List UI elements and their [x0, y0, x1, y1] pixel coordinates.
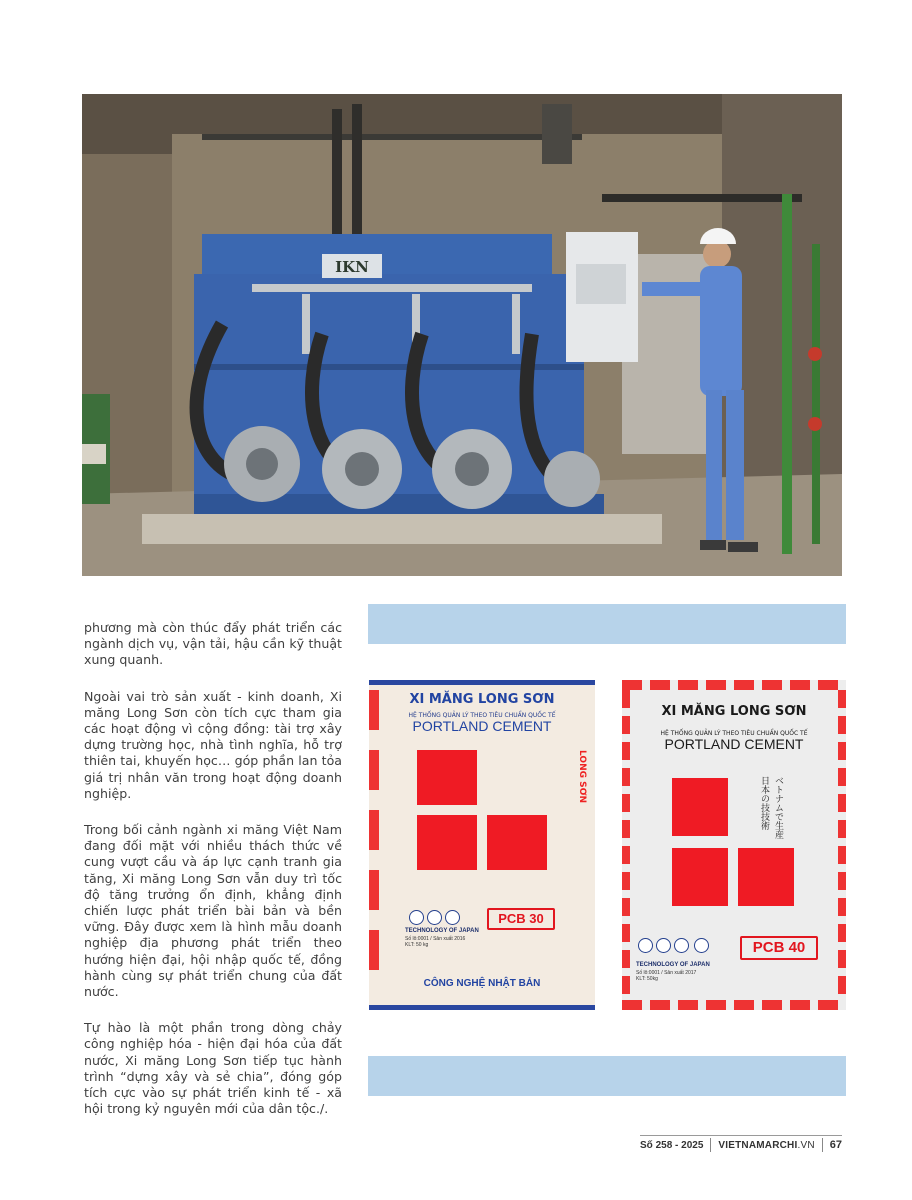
bag-technology: TECHNOLOGY OF JAPAN: [636, 962, 710, 968]
cert-icon: [409, 910, 424, 925]
article-paragraph: Tự hào là một phần trong dòng chảy công nghiệp hóa - hiện đại hóa của đất nước, Xi măng Long Sơn tiếp tục hành trình “dựng xây và sẻ chia”, đóng góp tích cực vào sự phát triển kinh tế - xã hội trong kỷ nguyên mới của dân tộc./.: [84, 1020, 342, 1117]
bag-side-stripe: [369, 690, 379, 990]
bag-slogan: CÔNG NGHỆ NHẬT BẢN: [423, 978, 541, 989]
bag-brand: XI MĂNG LONG SƠN: [409, 692, 555, 707]
logo-square: [672, 848, 728, 906]
bag-bottom-pattern: [622, 1000, 846, 1010]
bag-grade: PCB 40: [740, 936, 818, 960]
article-paragraph: Ngoài vai trò sản xuất - kinh doanh, Xi măng Long Sơn còn tích cực tham gia các hoạt động vì cộng đồng: tài trợ xây dựng trường học, nhà tình nghĩa, hỗ trợ thiên tai, khuyến học… góp phần lan tỏa giá trị nhân văn trong hoạt động doanh nghiệp.: [84, 688, 342, 801]
hero-photo: [82, 94, 842, 576]
issue-number: Số 258 - 2025: [640, 1139, 704, 1151]
pump-room-illustration: [82, 94, 842, 576]
bag-japanese-1: ベトナムで生産: [773, 776, 783, 839]
bag-product: PORTLAND CEMENT: [412, 718, 552, 734]
article-paragraph: phương mà còn thúc đẩy phát triển các ngành dịch vụ, vận tải, hậu cần kỹ thuật xung quanh.: [84, 620, 342, 668]
bag-top-pattern: [622, 680, 846, 690]
article-paragraph: Trong bối cảnh ngành xi măng Việt Nam đang đối mặt với nhiều thách thức về cung vượt cầu và áp lực cạnh tranh gia tăng, Xi măng Long Sơn vẫn duy trì tốc độ tăng trưởng ổn định, khẳng định chiến lược phát triển bài bản và bền vững. Đây được xem là hình mẫu doanh nghiệp địa phương phát triển theo hướng hiện đại, hội nhập quốc tế, đồng hành cùng sự phát triển chung của đất nước.: [84, 822, 342, 1000]
cement-bag-pcb40: [622, 680, 846, 1010]
bag-brand: XI MĂNG LONG SƠN: [661, 704, 807, 719]
cert-icon: [427, 910, 442, 925]
bag-bottom-strip: [369, 1005, 595, 1010]
bag-standard: HỆ THỐNG QUẢN LÝ THEO TIÊU CHUẨN QUỐC TẾ: [660, 730, 808, 737]
caption-band-top: [368, 604, 846, 644]
cert-icon: [674, 938, 689, 953]
bag-standard: HỆ THỐNG QUẢN LÝ THEO TIÊU CHUẨN QUỐC TẾ: [408, 712, 556, 719]
bag-top-strip: [369, 680, 595, 685]
logo-square: [672, 778, 728, 836]
bag-technology: TECHNOLOGY OF JAPAN: [405, 928, 479, 934]
cement-bag-pcb30: [369, 680, 595, 1010]
page-footer: [640, 1136, 842, 1154]
cert-icon: [638, 938, 653, 953]
cert-icon: [656, 938, 671, 953]
caption-band-bottom: [368, 1056, 846, 1096]
logo-square: [417, 750, 477, 805]
bag-side-text: LONG SƠN: [577, 750, 587, 803]
site-name: [718, 1140, 814, 1151]
bag-details: Số lô:0001 / Sản xuất 2017 KLT: 50kg: [636, 970, 697, 982]
bag-japanese-2: 日本の技技術: [759, 776, 769, 830]
article-body: [84, 620, 342, 1137]
machine-label: IKN: [335, 258, 369, 276]
bag-product: PORTLAND CEMENT: [664, 736, 804, 752]
footer-divider: [710, 1138, 711, 1152]
logo-square: [487, 815, 547, 870]
bag-grade: PCB 30: [487, 908, 555, 930]
page-number: 67: [829, 1139, 842, 1151]
cert-icon: [445, 910, 460, 925]
site-brand: VIETNAMARCHI: [718, 1139, 798, 1151]
bag-details: Số lô:0001 / Sản xuất 2016 KLT: 50 kg: [405, 936, 466, 948]
logo-square: [417, 815, 477, 870]
cert-icon: [694, 938, 709, 953]
site-domain: .VN: [797, 1139, 815, 1151]
footer-divider: [822, 1138, 823, 1152]
logo-square: [738, 848, 794, 906]
